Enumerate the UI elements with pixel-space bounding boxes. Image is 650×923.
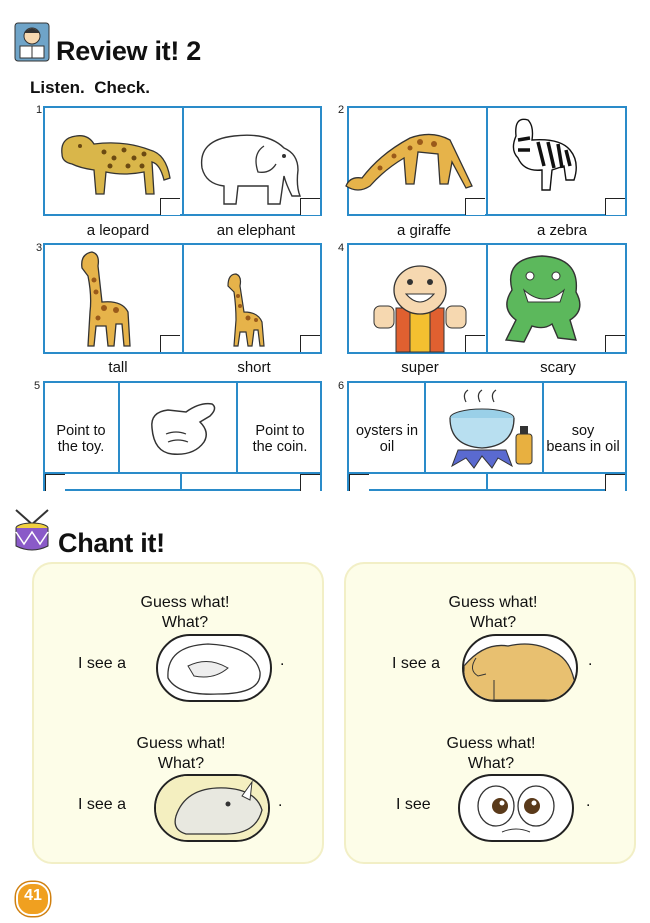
section-number: 4 xyxy=(338,242,345,254)
section-number: 5 xyxy=(34,380,41,392)
section-number: 3 xyxy=(36,242,43,254)
chant-see-text: I see a xyxy=(392,655,441,672)
caption-tall: tall xyxy=(108,359,128,376)
eyes-icon xyxy=(458,774,574,842)
cooking-pot-icon xyxy=(436,388,536,475)
section-number: 1 xyxy=(36,104,43,116)
chant-line: Guess what! What? xyxy=(136,735,226,772)
tall-giraffe-icon xyxy=(72,246,142,355)
caption-scary: scary xyxy=(540,359,576,376)
caption-super: super xyxy=(401,359,439,376)
leopard-icon xyxy=(54,124,176,205)
chant-period: . xyxy=(280,652,285,669)
section-number: 6 xyxy=(338,380,345,392)
caption-short: short xyxy=(237,359,271,376)
section-6-right-text: soy beans in oil xyxy=(546,423,620,455)
sleeping-animal-icon xyxy=(156,634,272,702)
boy-reading-icon xyxy=(14,22,50,62)
section-5-right-text: Point to the coin. xyxy=(252,423,308,455)
section-number: 2 xyxy=(338,104,345,116)
chant-period: . xyxy=(588,652,593,669)
drum-icon xyxy=(12,508,52,552)
chant-see-text: I see xyxy=(396,796,431,813)
page-number: 41 xyxy=(24,887,42,904)
chant-line: Guess what! What? xyxy=(448,594,538,631)
rhino-icon xyxy=(154,774,270,842)
review-title: Review it! 2 xyxy=(56,36,201,66)
chant-line: Guess what! What? xyxy=(446,735,536,772)
elephant-icon xyxy=(188,124,314,213)
caption-giraffe: a giraffe xyxy=(397,222,451,239)
chant-see-text: I see a xyxy=(78,655,127,672)
chant-see-text: I see a xyxy=(78,796,127,813)
caption-leopard: a leopard xyxy=(86,222,150,239)
chant-period: . xyxy=(586,793,591,810)
chant-title: Chant it! xyxy=(58,528,165,558)
camel-icon xyxy=(462,634,578,702)
caption-zebra: a zebra xyxy=(536,222,588,239)
zebra-icon xyxy=(500,110,584,201)
pointing-hand-icon xyxy=(146,398,220,465)
monster-icon xyxy=(494,250,594,351)
giraffe-icon xyxy=(340,124,480,213)
caption-elephant: an elephant xyxy=(216,222,296,239)
review-instruction: Listen. Check. xyxy=(30,78,150,97)
short-giraffe-icon xyxy=(222,270,272,355)
thumbs-up-boy-icon xyxy=(370,262,470,359)
chant-line: Guess what! What? xyxy=(140,594,230,631)
section-6-left-text: oysters in oil xyxy=(355,423,419,455)
section-5-left-text: Point to the toy. xyxy=(56,423,106,455)
chant-period: . xyxy=(278,793,283,810)
